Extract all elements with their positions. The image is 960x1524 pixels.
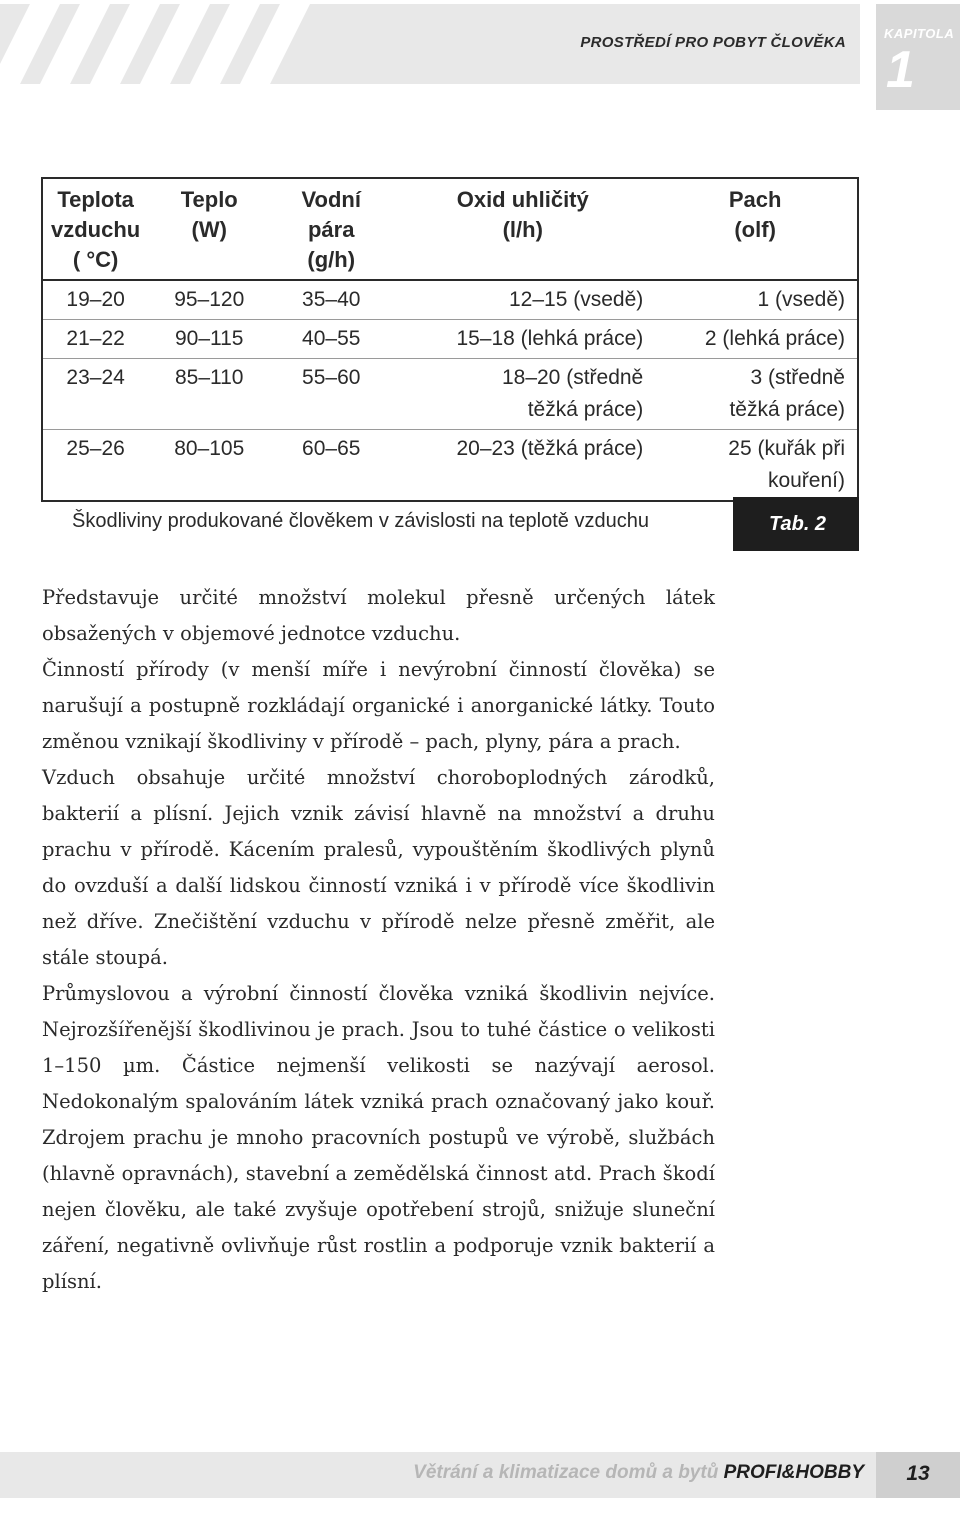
- footer-title: [413, 1462, 864, 1484]
- book-title: Větrání a klimatizace domů a bytů: [413, 1462, 719, 1483]
- cell-co2: 12–15 (vsedě): [508, 288, 644, 311]
- page-number: 13: [906, 1462, 930, 1485]
- table-caption: Škodliviny produkované člověkem v závislosti na teplotě vzduchu: [72, 510, 649, 532]
- decorative-stripes: [0, 4, 330, 84]
- footer-bar: [0, 1452, 876, 1498]
- body-text: [42, 580, 715, 1300]
- pollutants-table: [41, 177, 859, 502]
- chapter-number: 1: [886, 41, 915, 99]
- section-title: PROSTŘEDÍ PRO POBYT ČLOVĚKA: [580, 34, 846, 51]
- paragraph: Činností přírody (v menší míře i nevýrobní činností člověka) se narušují a postupně rozkládají organické i anorganické látky. Touto změnou vznikají škodliviny v přírodě – pach, plyny, pára a prach.: [42, 658, 715, 753]
- brand-logo: PROFI&HOBBY: [723, 1462, 864, 1483]
- cell-temperature: 25–26: [42, 430, 148, 502]
- paragraph: Představuje určité množství molekul přesně určených látek obsažených v objemové jednotce vzduchu.: [42, 586, 715, 645]
- cell-temperature: 21–22: [42, 320, 148, 359]
- cell-heat: 95–120: [174, 288, 245, 311]
- table-header-row: [42, 178, 858, 280]
- cell-odor: 25 (kuřák při kouření): [653, 430, 858, 502]
- paragraph: Vzduch obsahuje určité množství choroboplodných zárodků, bakterií a plísní. Jejich vznik závisí hlavně na množství a druhu prachu v přírodě. Kácením pralesů, vypouštěním škodlivých plynů do ovzduší a další lidskou činností vzniká i v přírodě více škodlivin než dříve. Znečištění vzduchu v přírodě nelze přesně změřit, ale stále stoupá.: [42, 766, 715, 969]
- cell-co2: 18–20 (středně těžká práce): [392, 359, 653, 430]
- header-bar: [0, 4, 860, 84]
- table-row: [42, 280, 858, 320]
- cell-co2: 20–23 (těžká práce): [392, 430, 653, 502]
- header-odor: Pach (olf): [653, 178, 858, 280]
- cell-vapor: 60–65: [270, 430, 392, 502]
- cell-temperature: 23–24: [42, 359, 148, 430]
- cell-odor: 1 (vsedě): [757, 288, 845, 311]
- cell-co2: 15–18 (lehká práce): [392, 320, 653, 359]
- table-row: [42, 359, 858, 430]
- cell-heat: 80–105: [148, 430, 270, 502]
- chapter-label: KAPITOLA: [884, 26, 955, 41]
- cell-temperature: 19–20: [66, 288, 125, 311]
- page-number-box: [876, 1452, 960, 1498]
- header-co2: Oxid uhličitý (l/h): [392, 178, 653, 280]
- header-heat: Teplo (W): [148, 178, 270, 280]
- cell-heat: 85–110: [148, 359, 270, 430]
- header-vapor: Vodní pára (g/h): [270, 178, 392, 280]
- paragraph: Průmyslovou a výrobní činností člověka vzniká škodlivin nejvíce. Nejrozšířenější škodlivinou je prach. Jsou to tuhé částice o velikosti 1–150 µm. Částice nejmenší velikosti se nazývají aerosol. Nedokonalým spalováním látek vzniká prach označovaný jako kouř. Zdrojem prachu je mnoho pracovních postupů ve výrobě, službách (hlavně opravnách), stavební a zemědělská činnost atd. Prach škodí nejen člověku, ale také zvyšuje opotřebení strojů, snižuje sluneční záření, negativně ovlivňuje růst rostlin a podporuje vznik bakterií a plísní.: [42, 982, 715, 1293]
- cell-heat: 90–115: [148, 320, 270, 359]
- table-row: [42, 320, 858, 359]
- cell-vapor: 35–40: [302, 288, 361, 311]
- table-row: [42, 430, 858, 502]
- header-temperature: Teplota vzduchu ( °C): [42, 178, 148, 280]
- chapter-box: [876, 4, 960, 110]
- cell-vapor: 55–60: [270, 359, 392, 430]
- table-number-badge: Tab. 2: [733, 497, 859, 551]
- cell-vapor: 40–55: [270, 320, 392, 359]
- cell-odor: 3 (středně těžká práce): [653, 359, 858, 430]
- cell-odor: 2 (lehká práce): [653, 320, 858, 359]
